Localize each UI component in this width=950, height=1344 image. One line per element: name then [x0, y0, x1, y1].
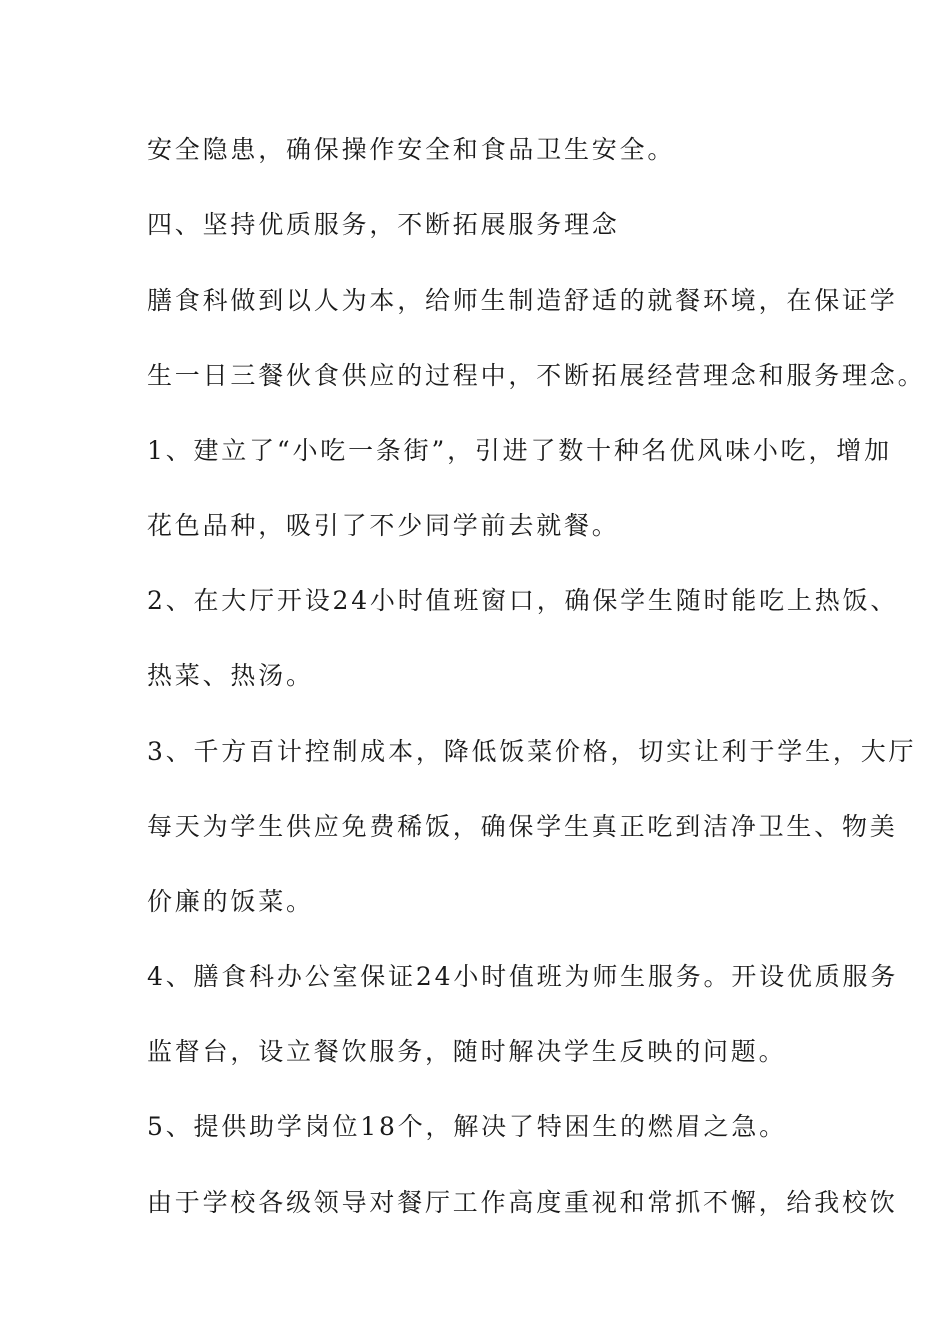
paragraph-line: 由于学校各级领导对餐厅工作高度重视和常抓不懈，给我校饮 [147, 1188, 898, 1217]
list-item-line: 价廉的饭菜。 [147, 887, 314, 916]
section-heading: 四、坚持优质服务，不断拓展服务理念 [147, 210, 620, 239]
list-item-line: 热菜、热汤。 [147, 661, 314, 690]
list-item-line: 每天为学生供应免费稀饭，确保学生真正吃到洁净卫生、物美 [147, 812, 898, 841]
list-item-line: 5、提供助学岗位18个，解决了特困生的燃眉之急。 [147, 1112, 787, 1141]
list-item-line: 3、千方百计控制成本，降低饭菜价格，切实让利于学生，大厅 [147, 737, 917, 766]
list-item-line: 花色品种，吸引了不少同学前去就餐。 [147, 511, 620, 540]
list-item-line: 2、在大厅开设24小时值班窗口，确保学生随时能吃上热饭、 [147, 586, 899, 615]
paragraph-line: 膳食科做到以人为本，给师生制造舒适的就餐环境，在保证学 [147, 286, 898, 315]
list-item-line: 1、建立了“小吃一条街”，引进了数十种名优风味小吃，增加 [147, 436, 892, 465]
paragraph-line: 安全隐患，确保操作安全和食品卫生安全。 [147, 135, 676, 164]
paragraph-line: 生一日三餐伙食供应的过程中，不断拓展经营理念和服务理念。 [147, 361, 926, 390]
list-item-line: 4、膳食科办公室保证24小时值班为师生服务。开设优质服务 [147, 962, 899, 991]
list-item-line: 监督台，设立餐饮服务，随时解决学生反映的问题。 [147, 1037, 787, 1066]
